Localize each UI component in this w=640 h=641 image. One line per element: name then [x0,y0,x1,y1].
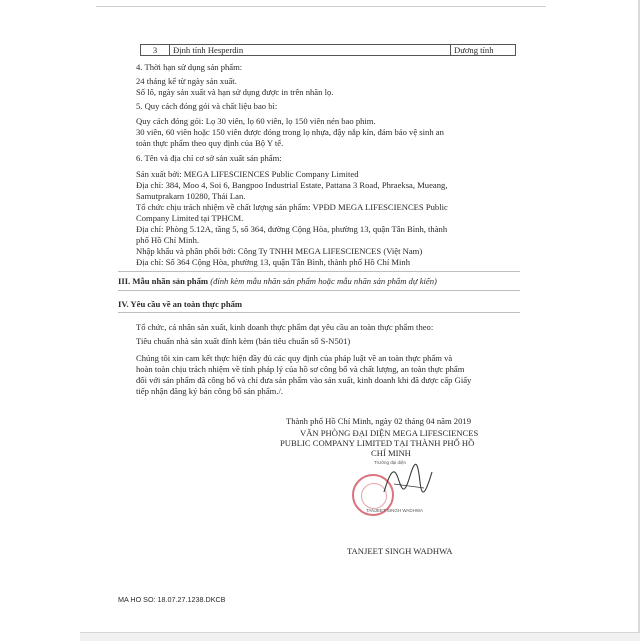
table-row [141,45,516,56]
section6-line2: Địa chỉ: 384, Moo 4, Soi 6, Bangpoo Industrial Estate, Pattana 3 Road, Phraeksa, Mueang, [136,180,448,190]
section5-heading: 5. Quy cách đóng gói và chất liệu bao bì: [136,101,278,111]
top-border-line [96,6,546,7]
separator-line [118,312,520,313]
signature-org-line1: VĂN PHÒNG ĐẠI DIỆN MEGA LIFESCIENCES [300,428,479,438]
section6-heading: 6. Tên và địa chỉ cơ sở sản xuất sản phẩm: [136,153,282,163]
handwritten-signature [380,462,436,502]
section6-line3: Samutprakarn 10280, Thái Lan. [136,191,246,201]
section6-line1: Sản xuất bởi: MEGA LIFESCIENCES Public Company Limited [136,169,359,179]
section6-line8: Nhập khẩu và phân phối bởi: Công Ty TNHH MEGA LIFESCIENCES (Việt Nam) [136,246,423,256]
section-iv-heading: IV. Yêu cầu về an toàn thực phẩm [118,299,243,309]
test-results-table [140,44,516,56]
dossier-code: MA HO SO: 18.07.27.1238.DKCB [118,595,226,604]
signature-date: Thành phố Hồ Chí Minh, ngày 02 tháng 04 năm 2019 [286,416,471,426]
row-number: 3 [141,45,170,56]
section3-title [118,276,437,287]
section6-line4: Tổ chức chịu trách nhiệm về chất lượng sản phẩm: VPĐD MEGA LIFESCIENCES Public [136,202,448,212]
test-result: Dương tính [451,45,516,56]
signature-org-line2: PUBLIC COMPANY LIMITED TẠI THÀNH PHỐ HỒ [280,438,475,448]
section6-line9: Địa chỉ: Số 364 Cộng Hòa, phường 13, quận Tân Bình, thành phố Hồ Chí Minh [136,257,411,267]
section6-line6: Địa chỉ: Phòng 5.12A, tầng 5, số 364, đường Cộng Hòa, phường 13, quận Tân Bình, thành [136,224,448,234]
signature-name-small: TANJEET SINGH WADHWA [366,508,424,513]
section4-heading: 4. Thời hạn sử dụng sản phẩm: [136,62,243,72]
section4-line1: 24 tháng kể từ ngày sản xuất. [136,76,237,86]
section3-heading: III. Mẫu nhãn sản phẩm [118,276,209,286]
section5-line2: 30 viên, 60 viên hoặc 150 viên được đóng trong lọ nhựa, đậy nắp kín, đảm bảo vệ sinh an [136,127,444,137]
section5-line3: toàn thực phẩm theo quy định của Bộ Y tế. [136,138,284,148]
signer-name: TANJEET SINGH WADHWA [347,546,453,556]
commitment-line1: Chúng tôi xin cam kết thực hiện đầy đủ các quy định của pháp luật về an toàn thực phẩm và [136,353,453,363]
commitment-line2: hoàn toàn chịu trách nhiệm về tính pháp lý của hồ sơ công bố và chất lượng, an toàn thực phẩm [136,364,465,374]
section6-line5: Company Limited tại TPHCM. [136,213,244,223]
section-iv-line2: Tiêu chuẩn nhà sản xuất đính kèm (bản tiêu chuẩn số S-N501) [136,336,351,346]
commitment-line4: tiếp nhận đăng ký bản công bố sản phẩm./. [136,386,284,396]
test-name: Định tính Hesperdin [170,45,451,56]
section-iv-line1: Tổ chức, cá nhân sản xuất, kinh doanh thực phẩm đạt yêu cầu an toàn thực phẩm theo: [136,322,434,332]
section4-line2: Số lô, ngày sản xuất và hạn sử dụng được in trên nhãn lọ. [136,87,334,97]
separator-line [118,271,520,272]
section5-line1: Quy cách đóng gói: Lọ 30 viên, lọ 60 viên, lọ 150 viên nén bao phim. [136,116,376,126]
separator-line [118,290,520,291]
signature-role: Trưởng đại diện [374,460,407,465]
commitment-line3: đối với sản phẩm đã công bố và chỉ đưa sản phẩm vào sản xuất, kinh doanh khi đã được cấp Giấy [136,375,472,385]
section3-note: (đính kèm mẫu nhãn sản phẩm hoặc mẫu nhãn sản phẩm dự kiến) [210,276,437,286]
signature-org-line3: CHÍ MINH [371,448,411,458]
section6-line7: phố Hồ Chí Minh. [136,235,200,245]
